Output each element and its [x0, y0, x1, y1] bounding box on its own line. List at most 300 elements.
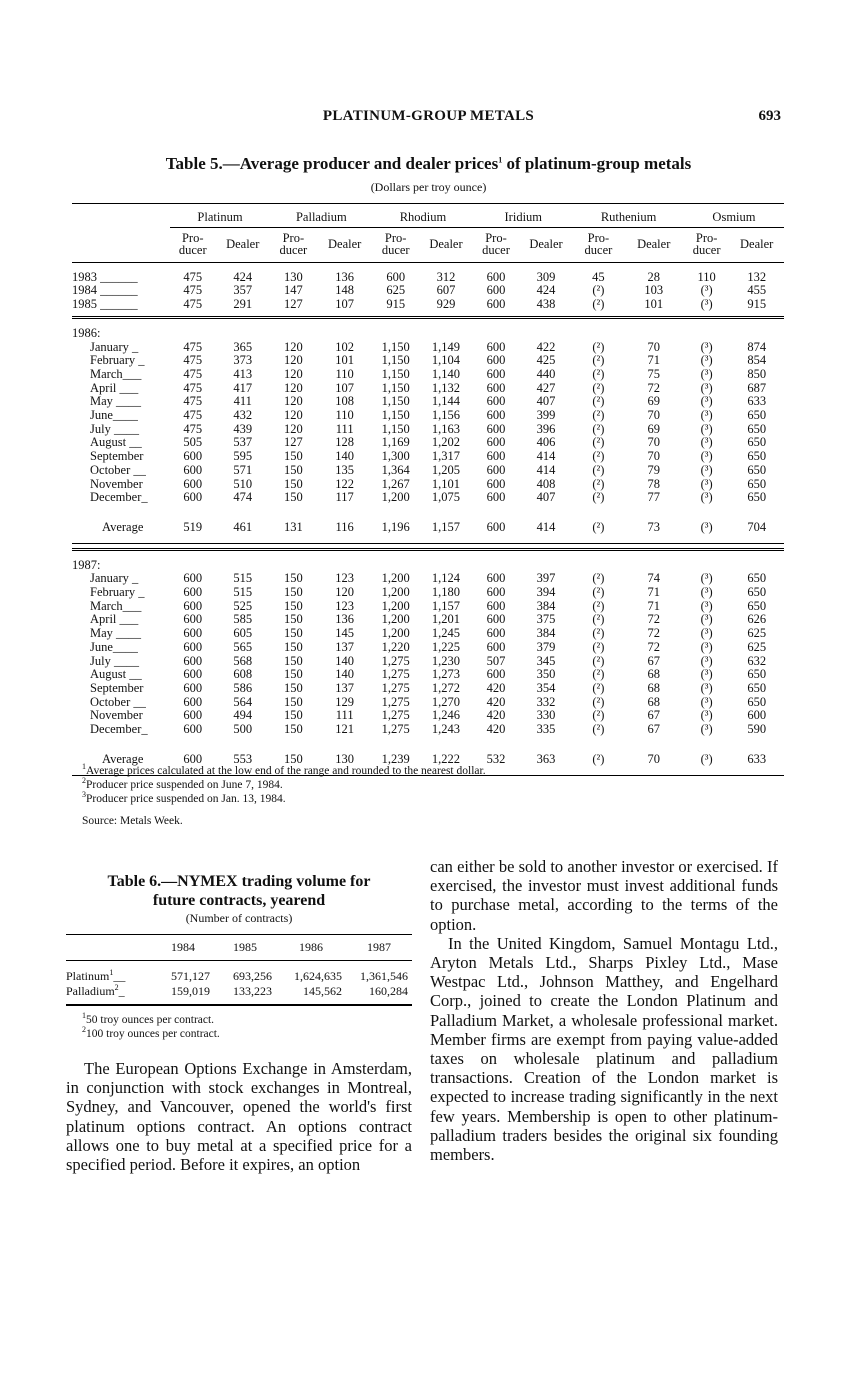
price-cell: 127: [283, 297, 303, 312]
price-cell: (³): [684, 513, 729, 543]
price-cell: (³): [700, 598, 713, 613]
price-cell: 600: [486, 612, 506, 627]
table5-source: Source: Metals Week.: [82, 815, 183, 827]
price-cell: 1,075: [431, 490, 461, 505]
price-cell: 600: [486, 353, 506, 368]
price-cell: 363: [519, 745, 574, 775]
price-cell: 1,150: [381, 366, 410, 381]
price-cell: 650: [747, 490, 767, 505]
price-cell: 510: [233, 476, 253, 491]
price-cell: 600: [183, 598, 203, 613]
price-cell: 71: [647, 598, 660, 613]
table6-year-header: 1984: [152, 935, 214, 961]
price-cell: 102: [335, 339, 355, 354]
table6: [66, 934, 412, 1006]
table6-row-palladium: Palladium$^2$_ 159,019 133,223 145,562 160,284: [66, 984, 412, 1005]
price-cell: 438: [536, 297, 556, 312]
table5-month-row: [72, 450, 784, 464]
price-cell: 335: [536, 722, 556, 737]
price-cell: 1,275: [381, 722, 410, 737]
price-cell: 120: [283, 408, 303, 423]
producer-header: Pro- ducer: [170, 227, 215, 262]
price-cell: 607: [436, 283, 456, 298]
table5-month-row: [72, 395, 784, 409]
price-cell: (²): [573, 513, 623, 543]
price-cell: 650: [747, 476, 767, 491]
price-cell: (²): [592, 449, 605, 464]
price-cell: 625: [747, 639, 767, 654]
price-cell: 120: [283, 394, 303, 409]
price-cell: 123: [335, 598, 355, 613]
price-cell: 475: [183, 394, 203, 409]
price-cell: 600: [486, 421, 506, 436]
price-cell: 600: [183, 694, 203, 709]
table6-row-platinum: Platinum$^1$__ 571,127 693,256 1,624,635 1,361,546: [66, 968, 408, 983]
price-cell: (²): [592, 353, 605, 368]
price-cell: 406: [536, 435, 556, 450]
price-cell: 407: [536, 394, 556, 409]
price-cell: 121: [335, 722, 355, 737]
price-cell: (³): [700, 667, 713, 682]
producer-header: Pro- ducer: [684, 227, 729, 262]
price-cell: 135: [335, 462, 355, 477]
price-cell: 600: [486, 626, 506, 641]
table6-year-header: 1986: [276, 935, 346, 961]
price-cell: 120: [283, 353, 303, 368]
price-cell: 68: [647, 667, 660, 682]
row-label: November: [90, 708, 143, 723]
price-cell: (³): [684, 745, 729, 775]
price-cell: 600: [486, 394, 506, 409]
dealer-header: Dealer: [317, 227, 373, 262]
table5-average-row: [72, 513, 784, 543]
price-cell: 632: [747, 653, 767, 668]
row-label: December_: [90, 722, 148, 737]
price-cell: 1,149: [431, 339, 461, 354]
price-cell: (³): [700, 708, 713, 723]
price-cell: 129: [335, 694, 355, 709]
price-cell: 474: [233, 490, 253, 505]
table5-annual-row: [72, 271, 784, 285]
price-cell: 1,220: [381, 639, 410, 654]
price-cell: (³): [700, 380, 713, 395]
price-cell: 424: [536, 283, 556, 298]
price-cell: 600: [183, 571, 203, 586]
price-cell: 136: [335, 612, 355, 627]
price-cell: 150: [283, 462, 303, 477]
price-cell: 150: [283, 694, 303, 709]
row-label: 1983 ______: [72, 269, 138, 284]
price-cell: 461: [215, 513, 270, 543]
price-cell: (²): [592, 435, 605, 450]
row-label: September: [90, 680, 144, 695]
price-cell: 600: [183, 449, 203, 464]
row-label: August __: [90, 667, 142, 682]
price-cell: (²): [592, 380, 605, 395]
price-cell: 650: [747, 408, 767, 423]
price-cell: 73: [624, 513, 684, 543]
price-cell: 345: [536, 653, 556, 668]
price-cell: 137: [335, 680, 355, 695]
price-cell: 78: [647, 476, 660, 491]
producer-header: Pro- ducer: [573, 227, 623, 262]
table5-title: Table 5.—Average producer and dealer prices$^1$ of platinum-group metals: [165, 154, 692, 173]
price-cell: 915: [386, 297, 406, 312]
price-cell: 150: [283, 680, 303, 695]
row-label: April ___: [90, 380, 139, 395]
table5-month-row: [72, 572, 784, 586]
price-cell: 1,157: [431, 598, 461, 613]
price-cell: 600: [486, 269, 506, 284]
price-cell: 72: [647, 639, 660, 654]
price-cell: 600: [183, 626, 203, 641]
price-cell: 600: [486, 408, 506, 423]
price-cell: 1,230: [431, 653, 461, 668]
price-cell: 1,132: [431, 380, 461, 395]
price-cell: 72: [647, 612, 660, 627]
row-label: August __: [90, 435, 142, 450]
price-cell: 568: [233, 653, 253, 668]
year-label: 1987:: [72, 557, 101, 572]
price-cell: 600: [747, 708, 767, 723]
price-cell: 384: [536, 598, 556, 613]
price-cell: 565: [233, 639, 253, 654]
price-cell: 600: [486, 639, 506, 654]
price-cell: 70: [647, 339, 660, 354]
price-cell: 150: [283, 722, 303, 737]
price-cell: 605: [233, 626, 253, 641]
price-cell: 1,275: [381, 667, 410, 682]
price-cell: 108: [335, 394, 355, 409]
price-cell: 500: [233, 722, 253, 737]
price-cell: 600: [486, 571, 506, 586]
year-label: 1986:: [72, 325, 101, 340]
price-cell: (³): [700, 585, 713, 600]
price-cell: 122: [335, 476, 355, 491]
price-cell: 1,150: [381, 353, 410, 368]
price-cell: 650: [747, 667, 767, 682]
price-cell: 608: [233, 667, 253, 682]
row-label: April ___: [90, 612, 139, 627]
left-column-text: [66, 1059, 412, 1174]
table5: [72, 203, 784, 776]
price-cell: (³): [700, 490, 713, 505]
price-cell: (³): [700, 626, 713, 641]
price-cell: 77: [647, 490, 660, 505]
table5-group-header-row: [72, 207, 784, 227]
price-cell: 687: [747, 380, 767, 395]
price-cell: 600: [183, 708, 203, 723]
price-cell: 553: [215, 745, 270, 775]
price-cell: (²): [592, 626, 605, 641]
price-cell: 600: [386, 269, 406, 284]
row-label: 1985 ______: [72, 297, 138, 312]
price-cell: 439: [233, 421, 253, 436]
price-cell: 69: [647, 394, 660, 409]
price-cell: 150: [283, 585, 303, 600]
price-cell: 74: [647, 571, 660, 586]
row-label: May ____: [90, 394, 142, 409]
price-cell: 67: [647, 653, 660, 668]
price-cell: 291: [233, 297, 253, 312]
price-cell: 600: [486, 490, 506, 505]
table5-group-header: Platinum: [170, 207, 270, 227]
price-cell: 874: [747, 339, 767, 354]
table5-month-row: [72, 354, 784, 368]
price-cell: 309: [536, 269, 556, 284]
price-cell: 650: [747, 571, 767, 586]
price-cell: 145: [335, 626, 355, 641]
price-cell: 69: [647, 421, 660, 436]
price-cell: 600: [486, 598, 506, 613]
price-cell: 71: [647, 585, 660, 600]
table5-month-row: [72, 464, 784, 478]
price-cell: 600: [486, 380, 506, 395]
paragraph: The European Options Exchange in Amsterdam, in conjunction with stock exchanges in Montreal, Sydney, and Vancouver, opened the world's first platinum options contract. An options contract allows one to buy metal at a specified price for a specified period. Before it expires, an option: [66, 1059, 412, 1175]
price-cell: 600: [486, 449, 506, 464]
row-label: March___: [90, 366, 142, 381]
price-cell: 1,273: [431, 667, 461, 682]
price-cell: 1,163: [431, 421, 461, 436]
price-cell: 586: [233, 680, 253, 695]
price-cell: 625: [386, 283, 406, 298]
price-cell: (²): [592, 585, 605, 600]
row-label: October __: [90, 694, 146, 709]
price-cell: 650: [747, 435, 767, 450]
price-cell: 1,200: [381, 571, 410, 586]
price-cell: 1,150: [381, 421, 410, 436]
table5-month-row: [72, 586, 784, 600]
price-cell: (³): [700, 653, 713, 668]
price-cell: 71: [647, 353, 660, 368]
price-cell: 1,157: [419, 513, 474, 543]
price-cell: 571: [233, 462, 253, 477]
price-cell: 70: [647, 449, 660, 464]
price-cell: 414: [519, 513, 574, 543]
price-cell: 595: [233, 449, 253, 464]
price-cell: 475: [183, 269, 203, 284]
price-cell: 1,275: [381, 708, 410, 723]
price-cell: 72: [647, 626, 660, 641]
price-cell: 519: [170, 513, 215, 543]
price-cell: 1,225: [431, 639, 461, 654]
table6-footnote-2: $^2$100 troy ounces per contract.: [82, 1025, 220, 1040]
table5-month-row: [72, 600, 784, 614]
price-cell: (²): [592, 366, 605, 381]
dealer-header: Dealer: [729, 227, 784, 262]
price-cell: 150: [283, 639, 303, 654]
price-cell: 475: [183, 283, 203, 298]
price-cell: 312: [436, 269, 456, 284]
table5-annual-row: [72, 284, 784, 298]
price-cell: 1,156: [431, 408, 461, 423]
price-cell: 1,169: [381, 435, 410, 450]
price-cell: 107: [335, 297, 355, 312]
table5-group-header: Iridium: [473, 207, 573, 227]
price-cell: 564: [233, 694, 253, 709]
price-cell: 422: [536, 339, 556, 354]
price-cell: 1,101: [431, 476, 461, 491]
table5-month-row: [72, 723, 784, 737]
price-cell: 1,144: [431, 394, 461, 409]
price-cell: 399: [536, 408, 556, 423]
paragraph: In the United Kingdom, Samuel Montagu Ltd., Aryton Metals Ltd., Sharps Pixley Ltd., Mase Westpac Ltd., Johnson Matthey, and Engelhard Corp., joined to create the London Platinum and Palladium Market, a wholesale professional market. Member firms are exempt from paying value-added taxes on wholesale platinum and palladium transactions. Creation of the London market is expected to increase trading significantly in the next few years. Membership is open to other platinum-palladium traders besides the original six founding members.: [430, 933, 778, 1165]
price-cell: 120: [283, 421, 303, 436]
price-cell: 600: [486, 585, 506, 600]
price-cell: 116: [317, 513, 373, 543]
table5-month-row: [72, 668, 784, 682]
price-cell: 585: [233, 612, 253, 627]
price-cell: 1,222: [419, 745, 474, 775]
table5-month-row: [72, 655, 784, 669]
price-cell: 1,275: [381, 694, 410, 709]
price-cell: 625: [747, 626, 767, 641]
table5-month-row: [72, 409, 784, 423]
table5-month-row: [72, 613, 784, 627]
price-cell: (³): [700, 639, 713, 654]
price-cell: 414: [536, 449, 556, 464]
price-cell: 70: [647, 408, 660, 423]
price-cell: 424: [233, 269, 253, 284]
row-label: January _: [90, 571, 139, 586]
price-cell: 633: [729, 745, 784, 775]
price-cell: (³): [700, 435, 713, 450]
price-cell: 131: [270, 513, 317, 543]
table5-month-row: [72, 696, 784, 710]
price-cell: 407: [536, 490, 556, 505]
price-cell: (³): [700, 421, 713, 436]
price-cell: (²): [592, 653, 605, 668]
price-cell: 150: [283, 598, 303, 613]
price-cell: 600: [183, 722, 203, 737]
price-cell: 600: [486, 462, 506, 477]
price-cell: 1,243: [431, 722, 461, 737]
price-cell: 110: [335, 408, 354, 423]
price-cell: (²): [573, 745, 623, 775]
table6-year-header: 1985: [214, 935, 276, 961]
price-cell: 515: [233, 585, 253, 600]
table6-title: Table 6.—NYMEX trading volume for future contracts, yearend: [107, 873, 371, 909]
table5-month-row: [72, 641, 784, 655]
price-cell: 420: [486, 694, 506, 709]
price-cell: 455: [747, 283, 767, 298]
price-cell: 600: [486, 297, 506, 312]
table5-group-header: Osmium: [684, 207, 784, 227]
table6-subtitle: (Number of contracts): [185, 911, 293, 925]
paragraph: can either be sold to another investor or exercised. If exercised, the investor must invest additional funds to purchase metal, according to the terms of the option.: [430, 857, 778, 934]
dealer-header: Dealer: [419, 227, 474, 262]
price-cell: 475: [183, 380, 203, 395]
price-cell: 1,150: [381, 339, 410, 354]
price-cell: (³): [700, 366, 713, 381]
year-label-row: [72, 559, 784, 573]
price-cell: 67: [647, 708, 660, 723]
price-cell: (³): [700, 283, 713, 298]
price-cell: 111: [335, 708, 354, 723]
price-cell: 68: [647, 680, 660, 695]
price-cell: 68: [647, 694, 660, 709]
table5-month-row: [72, 627, 784, 641]
price-cell: 650: [747, 449, 767, 464]
price-cell: 590: [747, 722, 767, 737]
price-cell: 475: [183, 339, 203, 354]
price-cell: (²): [592, 667, 605, 682]
running-title: PLATINUM-GROUP METALS: [322, 108, 535, 124]
table5-month-row: [72, 341, 784, 355]
price-cell: 350: [536, 667, 556, 682]
price-cell: 440: [536, 366, 556, 381]
price-cell: 1,201: [431, 612, 461, 627]
price-cell: 1,300: [381, 449, 410, 464]
price-cell: 384: [536, 626, 556, 641]
table5-annual-row: [72, 298, 784, 312]
price-cell: 1,267: [381, 476, 410, 491]
price-cell: 120: [283, 339, 303, 354]
dealer-header: Dealer: [519, 227, 574, 262]
price-cell: 515: [233, 571, 253, 586]
row-label: January _: [90, 339, 139, 354]
price-cell: 600: [183, 612, 203, 627]
price-cell: (²): [592, 598, 605, 613]
price-cell: 532: [473, 745, 518, 775]
price-cell: 150: [283, 571, 303, 586]
producer-header: Pro- ducer: [270, 227, 317, 262]
price-cell: 475: [183, 353, 203, 368]
price-cell: 475: [183, 421, 203, 436]
dealer-header: Dealer: [624, 227, 684, 262]
price-cell: 1,245: [431, 626, 461, 641]
table5-month-row: [72, 491, 784, 505]
price-cell: 140: [335, 667, 355, 682]
price-cell: 120: [283, 366, 303, 381]
price-cell: 850: [747, 366, 767, 381]
price-cell: 1,239: [373, 745, 419, 775]
price-cell: 72: [647, 380, 660, 395]
price-cell: 1,150: [381, 380, 410, 395]
price-cell: 28: [647, 269, 660, 284]
price-cell: 394: [536, 585, 556, 600]
price-cell: 1,196: [373, 513, 419, 543]
table5-subtitle: (Dollars per troy ounce): [370, 180, 487, 194]
price-cell: 1,150: [381, 408, 410, 423]
price-cell: (³): [700, 394, 713, 409]
price-cell: (²): [592, 680, 605, 695]
table5-month-row: [72, 423, 784, 437]
price-cell: 70: [647, 435, 660, 450]
price-cell: (²): [592, 708, 605, 723]
price-cell: (²): [592, 408, 605, 423]
price-cell: 1,364: [381, 462, 410, 477]
price-cell: 432: [233, 408, 253, 423]
price-cell: 127: [283, 435, 303, 450]
price-cell: 1,124: [431, 571, 461, 586]
row-label: July ____: [90, 421, 139, 436]
price-cell: 411: [233, 394, 252, 409]
price-cell: 633: [747, 394, 767, 409]
table5-month-row: [72, 709, 784, 723]
producer-header: Pro- ducer: [373, 227, 419, 262]
price-cell: 537: [233, 435, 253, 450]
price-cell: 130: [283, 269, 303, 284]
page-number: 693: [758, 108, 781, 124]
price-cell: 414: [536, 462, 556, 477]
price-cell: 1,270: [431, 694, 461, 709]
row-label: December_: [90, 490, 148, 505]
price-cell: 650: [747, 421, 767, 436]
price-cell: 147: [283, 283, 303, 298]
price-cell: 525: [233, 598, 253, 613]
price-cell: 600: [183, 476, 203, 491]
